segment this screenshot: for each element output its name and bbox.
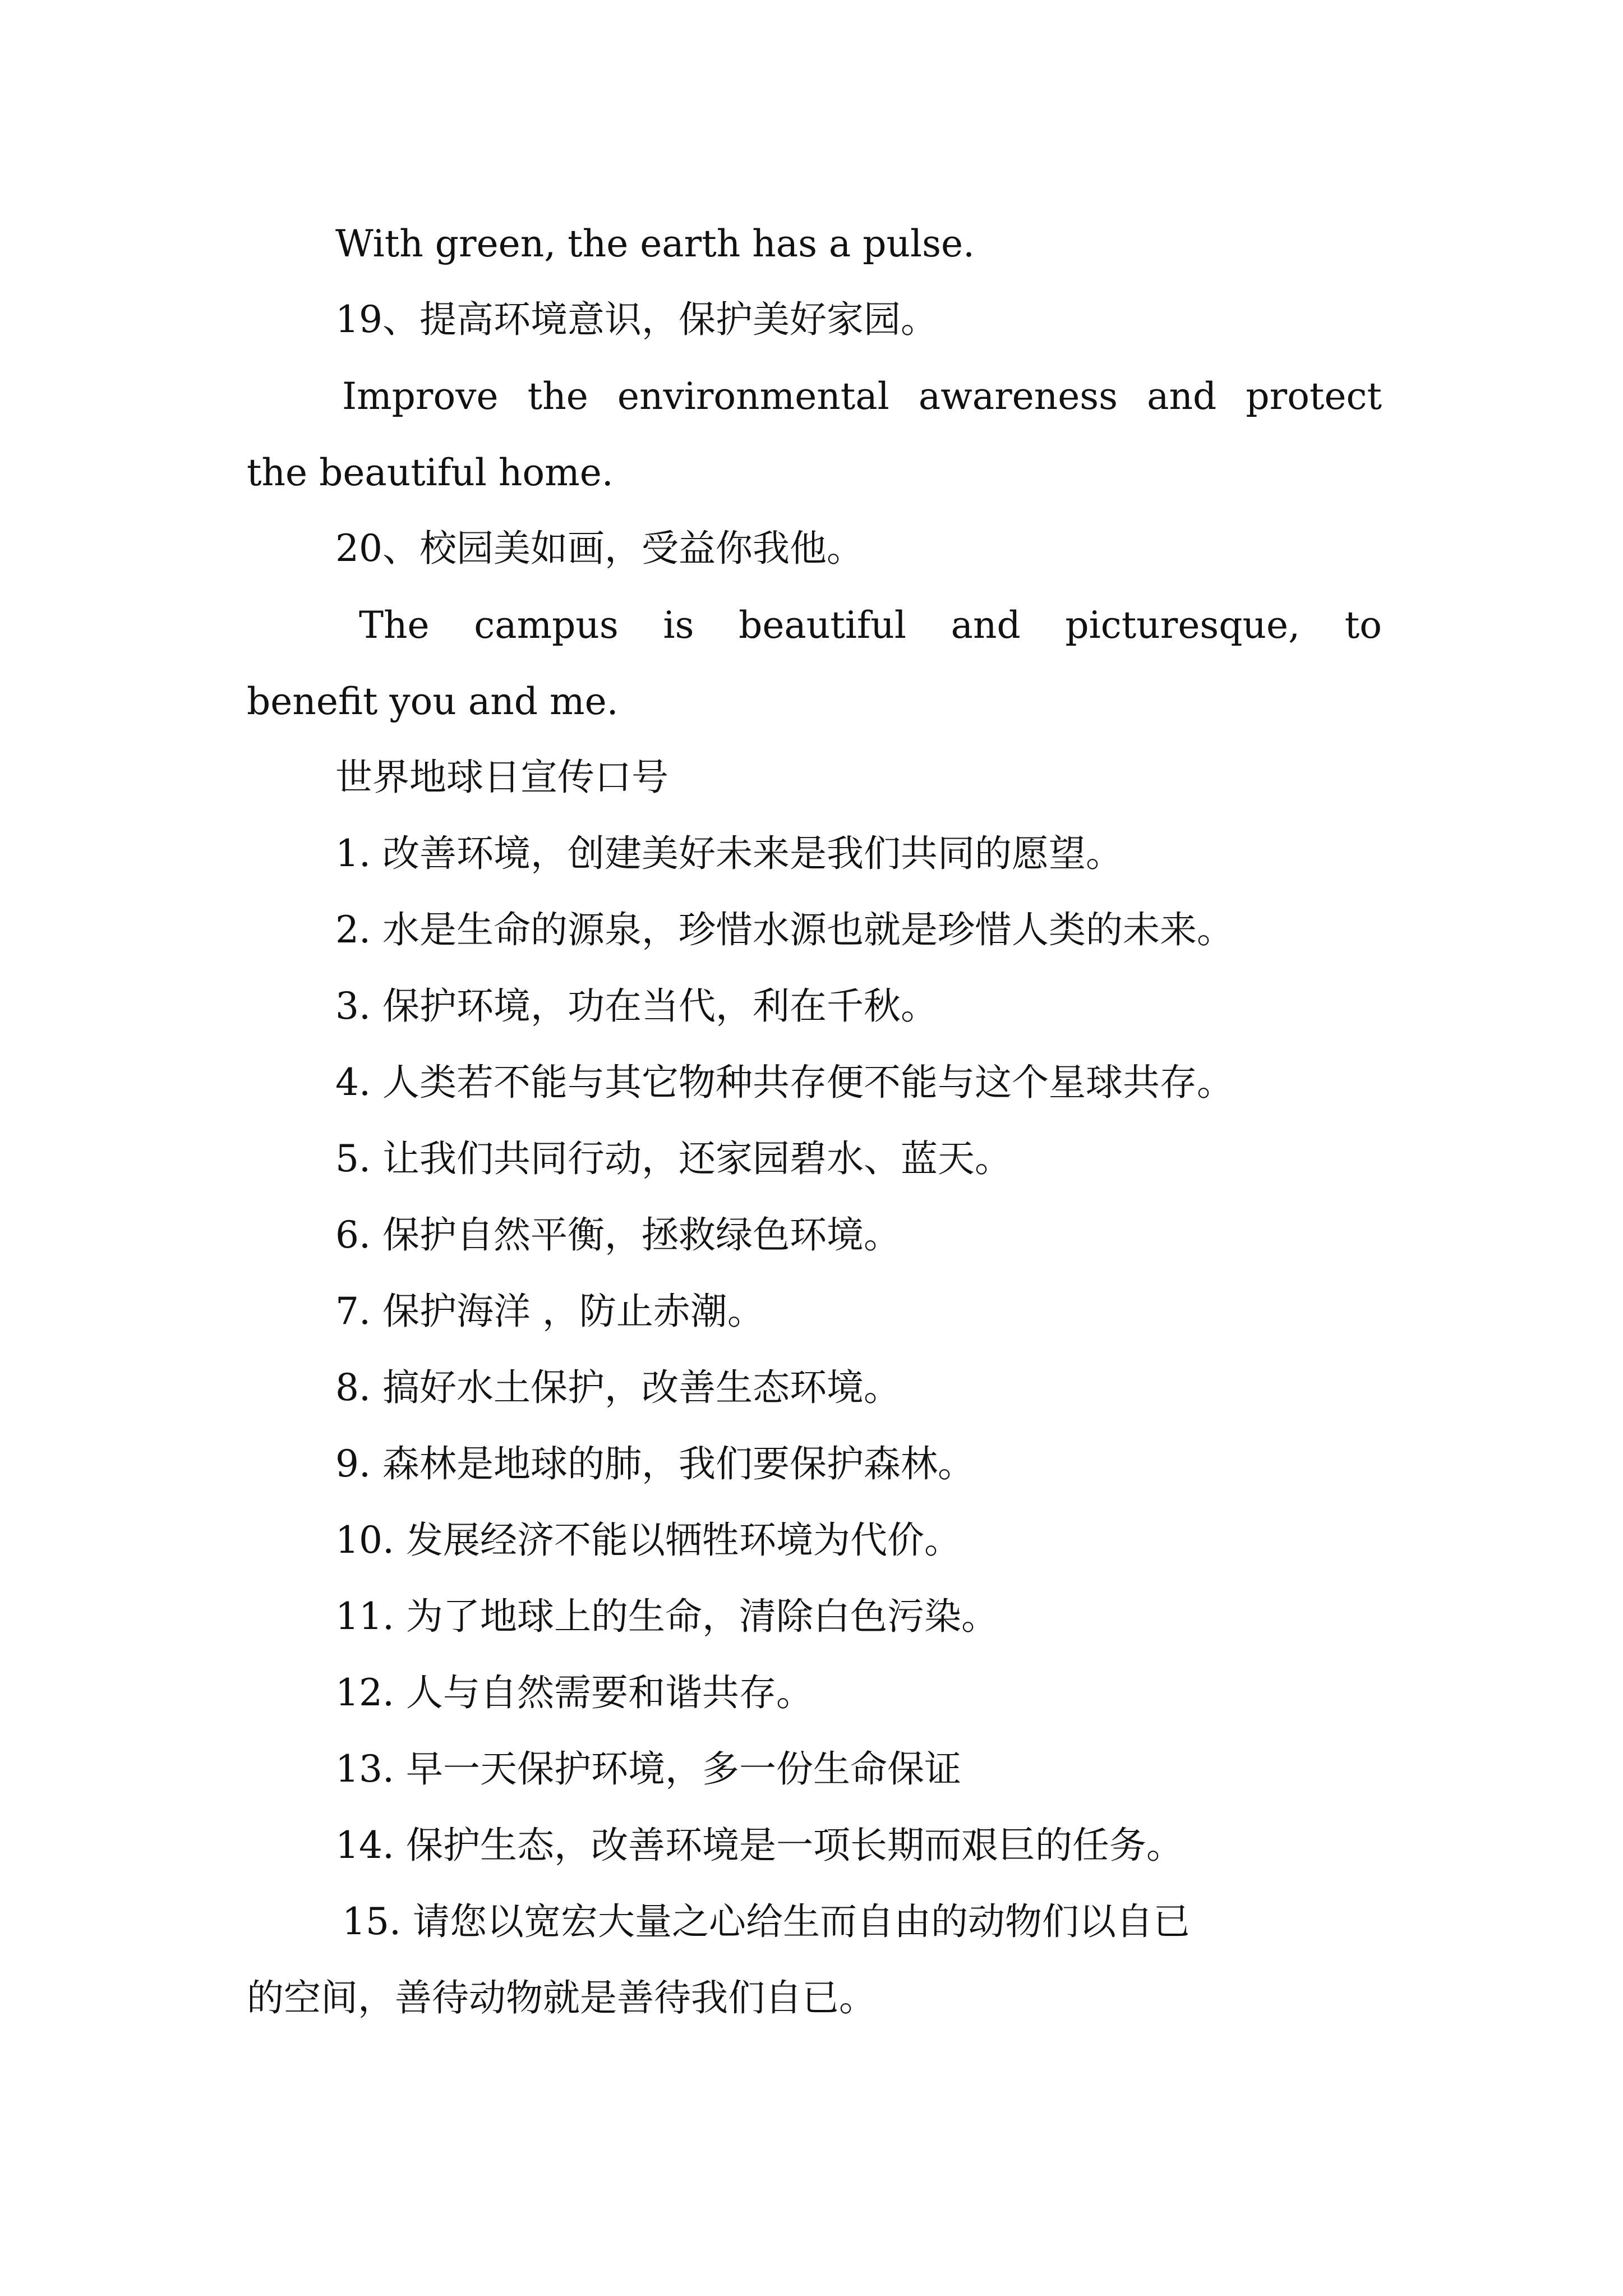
text-line-5: 20、校园美如画，受益你我他。 xyxy=(335,527,864,570)
text-line-3: Improve the environmental awareness and protect xyxy=(342,375,1382,418)
list-item-7: 7. 保护海洋 ，防止赤潮。 xyxy=(335,1290,764,1333)
list-item-3: 3. 保护环境，功在当代，利在千秋。 xyxy=(335,984,938,1028)
list-item-4: 4. 人类若不能与其它物种共存便不能与这个星球共存。 xyxy=(335,1061,1234,1104)
list-item-13: 13. 早一天保护环境，多一份生命保证 xyxy=(335,1747,961,1791)
list-item-11: 11. 为了地球上的生命，清除白色污染。 xyxy=(335,1595,998,1638)
text-line-6: The campus is beautiful and picturesque, to xyxy=(359,604,1382,647)
list-item-15-continued: 的空间，善待动物就是善待我们自已。 xyxy=(247,1976,876,2019)
list-item-9: 9. 森林是地球的肺，我们要保护森林。 xyxy=(335,1442,975,1485)
list-item-14: 14. 保护生态，改善环境是一项长期而艰巨的任务。 xyxy=(335,1824,1183,1867)
list-item-8: 8. 搞好水土保护，改善生态环境。 xyxy=(335,1366,901,1409)
list-item-10: 10. 发展经济不能以牺牲环境为代价。 xyxy=(335,1519,961,1562)
list-item-6: 6. 保护自然平衡，拯救绿色环境。 xyxy=(335,1213,901,1257)
text-line-2: 19、提高环境意识，保护美好家园。 xyxy=(335,298,938,341)
list-item-12: 12. 人与自然需要和谐共存。 xyxy=(335,1671,813,1714)
section-heading: 世界地球日宣传口号 xyxy=(335,756,668,799)
list-item-5: 5. 让我们共同行动，还家园碧水、蓝天。 xyxy=(335,1137,1012,1180)
list-item-15: 15. 请您以宽宏大量之心给生而自由的动物们以自已 xyxy=(342,1900,1190,1943)
text-line-7: benefit you and me. xyxy=(247,680,619,723)
list-item-1: 1. 改善环境，创建美好未来是我们共同的愿望。 xyxy=(335,832,1123,875)
list-item-2: 2. 水是生命的源泉，珍惜水源也就是珍惜人类的未来。 xyxy=(335,908,1234,951)
text-line-4: the beautiful home. xyxy=(247,451,614,494)
text-line-1: With green, the earth has a pulse. xyxy=(335,222,975,265)
